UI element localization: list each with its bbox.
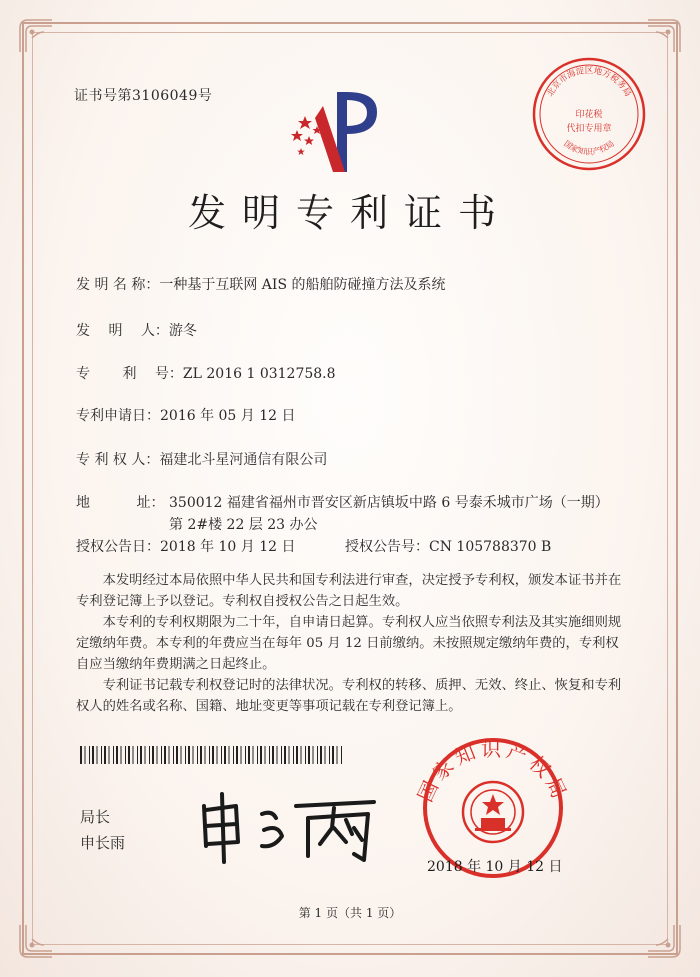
address-label: 地 址： bbox=[76, 495, 165, 511]
body-paragraph-2: 本专利的专利权期限为二十年，自申请日起算。专利权人应当依照专利法及其实施细则规定缴纳年费。本专利的年费应当在每年 05 月 12 日前缴纳。未按照规定缴纳年费的，专利权自应当缴纳年费期满之日起终止。 bbox=[76, 615, 622, 672]
certificate-number: 证书号第3106049号 bbox=[74, 88, 213, 104]
patent-number-label: 专 利 号： bbox=[76, 366, 183, 382]
invention-name-label: 发 明 名 称： bbox=[76, 277, 160, 293]
director-name: 申长雨 bbox=[80, 834, 126, 852]
patentee-row bbox=[76, 450, 327, 470]
grant-date-row bbox=[76, 537, 296, 557]
grant-number-value: CN 105788370 B bbox=[429, 539, 552, 555]
filing-date-label: 专利申请日： bbox=[76, 408, 160, 424]
body-paragraph-1: 本发明经过本局依照中华人民共和国专利法进行审查，决定授予专利权，颁发本证书并在专利登记簿上予以登记。专利权自授权公告之日起生效。 bbox=[76, 573, 622, 609]
filing-date-value: 2016 年 05 月 12 日 bbox=[160, 408, 296, 424]
patent-number-row bbox=[76, 364, 336, 384]
director-signature bbox=[196, 788, 386, 868]
corner-ornament bbox=[646, 18, 682, 54]
corner-ornament bbox=[18, 923, 54, 959]
corner-ornament bbox=[646, 923, 682, 959]
tax-stamp bbox=[530, 55, 648, 173]
corner-ornament bbox=[18, 18, 54, 54]
national-emblem-icon bbox=[463, 782, 523, 842]
tax-stamp-outer-text: 北京市海淀区地方税务局 bbox=[545, 66, 633, 99]
tax-stamp-inner-line2: 代扣专用章 bbox=[566, 124, 612, 134]
patent-number-value: ZL 2016 1 0312758.8 bbox=[182, 366, 336, 382]
certificate-body bbox=[76, 570, 624, 717]
page-number: 第 1 页（共 1 页） bbox=[298, 906, 402, 920]
tax-stamp-bottom-text: 国家知识产权局 bbox=[562, 138, 616, 157]
invention-name-row bbox=[76, 275, 446, 295]
grant-date-value: 2018 年 10 月 12 日 bbox=[160, 539, 296, 555]
director-title: 局长 bbox=[80, 808, 111, 826]
address-value: 350012 福建省福州市晋安区新店镇坂中路 6 号泰禾城市广场（一期）第 2#楼 22 层 23 办公 bbox=[169, 495, 609, 533]
patentee-label: 专 利 权 人： bbox=[76, 452, 160, 468]
inventor-label: 发 明 人： bbox=[76, 323, 169, 339]
barcode bbox=[80, 746, 342, 764]
patent-emblem-logo bbox=[285, 88, 395, 178]
seal-date: 2018 年 10 月 12 日 bbox=[427, 859, 563, 875]
inventor-value: 游冬 bbox=[168, 323, 197, 339]
page-title: 发明专利证书 bbox=[187, 191, 512, 235]
seal-text: 国家知识产权局 bbox=[412, 737, 574, 806]
tax-stamp-inner-line1: 印花税 bbox=[575, 110, 603, 120]
invention-name-value: 一种基于互联网 AIS 的船舶防碰撞方法及系统 bbox=[159, 277, 446, 293]
grant-number-row bbox=[345, 537, 551, 557]
patentee-value: 福建北斗星河通信有限公司 bbox=[159, 452, 328, 468]
body-paragraph-3: 专利证书记载专利权登记时的法律状况。专利权的转移、质押、无效、终止、恢复和专利权人的姓名或名称、国籍、地址变更等事项记载在专利登记簿上。 bbox=[76, 678, 622, 714]
svg-text:国家知识产权局 bbox=[562, 139, 616, 156]
grant-number-label: 授权公告号： bbox=[345, 539, 429, 555]
grant-date-label: 授权公告日： bbox=[76, 539, 160, 555]
filing-date-row bbox=[76, 406, 296, 426]
inventor-row bbox=[76, 321, 197, 341]
